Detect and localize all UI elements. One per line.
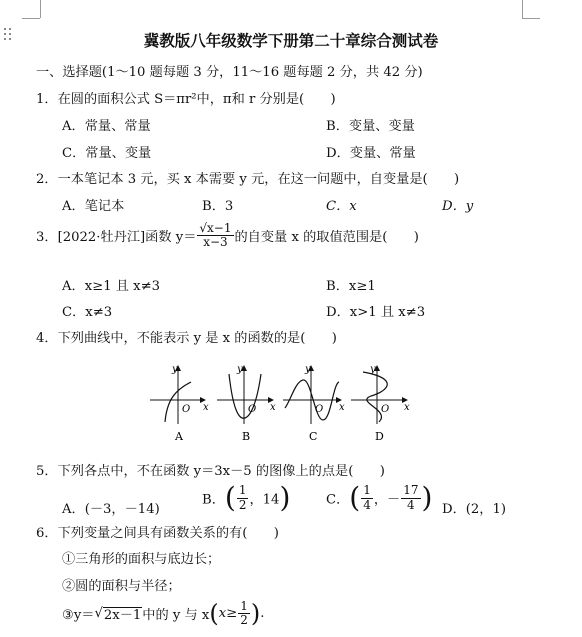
question-2-stem: 2．一本笔记本 3 元，买 x 本需要 y 元，在这一问题中，自变量是( ) xyxy=(36,172,460,187)
q5-b-label: B． xyxy=(202,492,225,508)
graph-a-label: A xyxy=(175,430,183,443)
q6-lparen: ( xyxy=(209,599,219,628)
q1-option-a: A．常量、常量 xyxy=(62,119,151,134)
q3-fraction xyxy=(197,222,233,249)
q5-c-label: C． xyxy=(326,492,350,508)
q6-den: 2 xyxy=(240,613,248,628)
q5-b-fraction xyxy=(237,484,249,511)
q2-option-a: A．笔记本 xyxy=(62,199,125,214)
graph-c-x-label: x xyxy=(339,402,345,413)
graph-c xyxy=(283,364,345,443)
q3-fraction-num: √x−1 xyxy=(199,221,232,235)
q5-b-post: ，14 xyxy=(249,492,280,508)
graph-d xyxy=(351,364,410,443)
document-title: 冀教版八年级数学下册第二十章综合测试卷 xyxy=(143,32,439,50)
question-3-stem xyxy=(36,222,419,249)
section-heading: 一、选择题(1～10 题每题 3 分，11～16 题每题 2 分，共 42 分) xyxy=(36,65,423,80)
graph-c-origin: O xyxy=(315,404,324,415)
q5-c-mid: ，－ xyxy=(373,492,401,508)
q2-option-c: C．x xyxy=(326,199,357,214)
q3-fraction-den: x−3 xyxy=(203,235,228,250)
q5-c-rparen: ) xyxy=(421,481,433,514)
graph-c-y-label: y xyxy=(305,364,311,375)
graph-d-x-label: x xyxy=(404,402,410,413)
page-corner-left-h xyxy=(22,18,40,19)
q5-b-num: 1 xyxy=(238,483,247,498)
q3-option-b: B．x≥1 xyxy=(326,279,376,294)
q6-item-2: ②圆的面积与半径； xyxy=(62,579,181,594)
graph-a-origin: O xyxy=(182,404,191,415)
graph-d-label: D xyxy=(375,430,384,443)
question-6-stem: 6．下列变量之间具有函数关系的有( ) xyxy=(36,526,279,541)
q5-c-fraction-2 xyxy=(401,484,420,511)
q1-option-d: D．变量、常量 xyxy=(326,146,416,161)
q4-graphs xyxy=(145,360,420,450)
question-1-stem: 1．在圆的面积公式 S＝πr²中，π和 r 分别是( ) xyxy=(36,92,336,107)
q6-fraction xyxy=(238,600,250,627)
q3-option-d: D．x>1 且 x≠3 xyxy=(326,305,426,320)
page-corner-right xyxy=(522,0,523,18)
q5-c-den2: 4 xyxy=(407,497,415,512)
q5-c-fraction-1 xyxy=(361,484,373,511)
graph-d-y-label: y xyxy=(370,364,376,375)
graph-b-origin: O xyxy=(248,404,257,415)
q5-option-d: D．(2，1) xyxy=(442,502,507,517)
q6-ineq: x≥ xyxy=(218,606,238,622)
q2-option-d: D．y xyxy=(442,199,474,214)
q3-option-a: A．x≥1 且 x≠3 xyxy=(62,279,161,294)
q5-c-lparen: ( xyxy=(349,481,361,514)
q3-stem-pre: 3．[2022·牡丹江]函数 y＝ xyxy=(36,230,197,246)
graph-b xyxy=(217,364,276,443)
q5-option-b xyxy=(202,481,291,514)
q6-sqrt-sign: √ xyxy=(94,606,103,622)
question-4-stem: 4．下列曲线中，不能表示 y 是 x 的函数的是( ) xyxy=(36,331,337,346)
question-5-stem: 5．下列各点中，不在函数 y＝3x－5 的图像上的点是( ) xyxy=(36,464,385,479)
q6-item3-mid: 中的 y 与 x xyxy=(142,608,210,624)
q1-option-b: B．变量、变量 xyxy=(326,119,415,134)
q6-item3-end: . xyxy=(260,606,265,622)
graph-b-y-label: y xyxy=(237,364,243,375)
graph-a-x-label: x xyxy=(203,402,209,413)
graph-c-label: C xyxy=(309,430,318,443)
q6-num: 1 xyxy=(240,599,248,613)
page-corner-right-h xyxy=(522,18,540,19)
q5-c-num: 1 xyxy=(363,483,371,498)
graph-a xyxy=(150,364,209,443)
q3-option-c: C．x≠3 xyxy=(62,305,113,320)
graph-b-x-label: x xyxy=(270,402,276,413)
q6-sqrt-radicand: 2x－1 xyxy=(103,608,142,624)
graph-a-y-label: y xyxy=(172,364,178,375)
q6-item-3 xyxy=(62,600,264,627)
q6-item3-pre: ③y＝ xyxy=(62,608,95,624)
q5-c-num2: 17 xyxy=(403,483,419,498)
q6-rparen: ) xyxy=(250,599,261,628)
q5-option-a: A．(－3，－14) xyxy=(62,502,160,517)
q5-b-rparen: ) xyxy=(279,481,291,514)
q6-item-1: ①三角形的面积与底边长； xyxy=(62,552,221,567)
q1-option-c: C．常量、变量 xyxy=(62,146,152,161)
q5-b-lparen: ( xyxy=(224,481,236,514)
q2-option-b: B．3 xyxy=(202,199,234,214)
q3-stem-post: 的自变量 x 的取值范围是( ) xyxy=(234,230,419,246)
graph-d-origin: O xyxy=(381,404,390,415)
page-corner-left xyxy=(40,0,41,18)
q5-b-den: 2 xyxy=(238,497,247,512)
q5-option-c xyxy=(326,481,433,514)
graph-b-label: B xyxy=(242,430,251,443)
q5-c-den: 4 xyxy=(363,497,371,512)
